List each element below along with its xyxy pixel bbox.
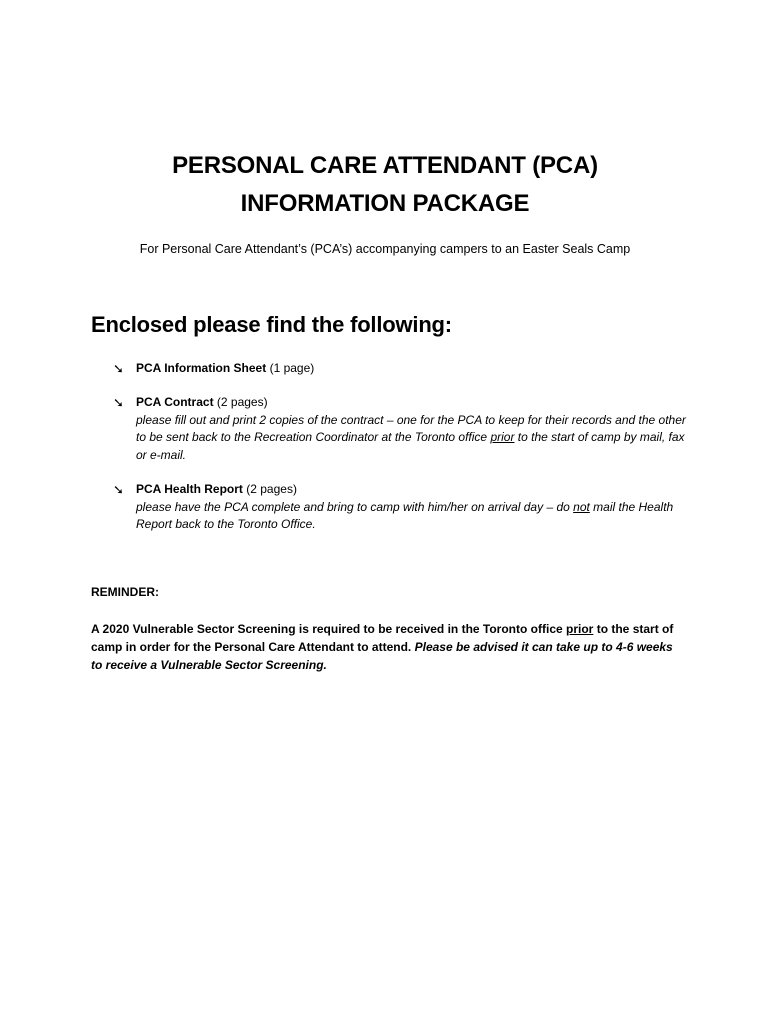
item-note-text: please fill out and print 2 copies of the contract – one for the PCA to keep for their records and the other to be sent back to the Recreation Coordinator at the Toronto office [136, 412, 686, 444]
document-title-line-1: PERSONAL CARE ATTENDANT (PCA) [172, 152, 598, 179]
enclosed-item-content [136, 481, 696, 534]
item-name: PCA Contract [136, 395, 214, 409]
item-pages: (1 page) [266, 361, 315, 375]
enclosed-item-content [136, 360, 696, 378]
item-name: PCA Health Report [136, 482, 243, 496]
item-pages: (2 pages) [213, 395, 268, 409]
item-pages: (2 pages) [242, 482, 297, 496]
enclosed-item-content [136, 394, 696, 464]
enclosed-heading: Enclosed please find the following: [91, 312, 452, 337]
reminder-text: A 2020 Vulnerable Sector Screening is required to be received in the Toronto office [91, 622, 567, 636]
reminder-body [91, 620, 681, 674]
reminder-heading: REMINDER: [91, 585, 159, 599]
document-title-line-2: INFORMATION PACKAGE [240, 190, 530, 217]
item-note-text-end: mail the Health Report back to the Toronto Office. [136, 499, 674, 531]
document-subtitle: For Personal Care Attendant’s (PCA’s) accompanying campers to an Easter Seals Camp [139, 242, 631, 256]
arrow-down-right-icon: ➘ [113, 482, 124, 497]
item-note-text: please have the PCA complete and bring to camp with him/her on arrival day – do [136, 499, 574, 514]
arrow-down-right-icon: ➘ [113, 395, 124, 410]
arrow-down-right-icon: ➘ [113, 361, 124, 376]
item-note-emphasis: not [573, 499, 590, 514]
item-note-text-end: to the start of camp by mail, fax or e-mail. [136, 430, 685, 462]
reminder-advisory: Please be advised it can take up to 4-6 weeks to receive a Vulnerable Sector Screening. [91, 640, 673, 672]
reminder-emphasis: prior [566, 622, 594, 636]
item-name: PCA Information Sheet [136, 361, 267, 375]
item-note-emphasis: prior [490, 430, 515, 444]
item-note [136, 500, 673, 532]
item-note [136, 413, 686, 462]
reminder-text-continued: to the start of camp in order for the Personal Care Attendant to attend. [91, 622, 674, 654]
